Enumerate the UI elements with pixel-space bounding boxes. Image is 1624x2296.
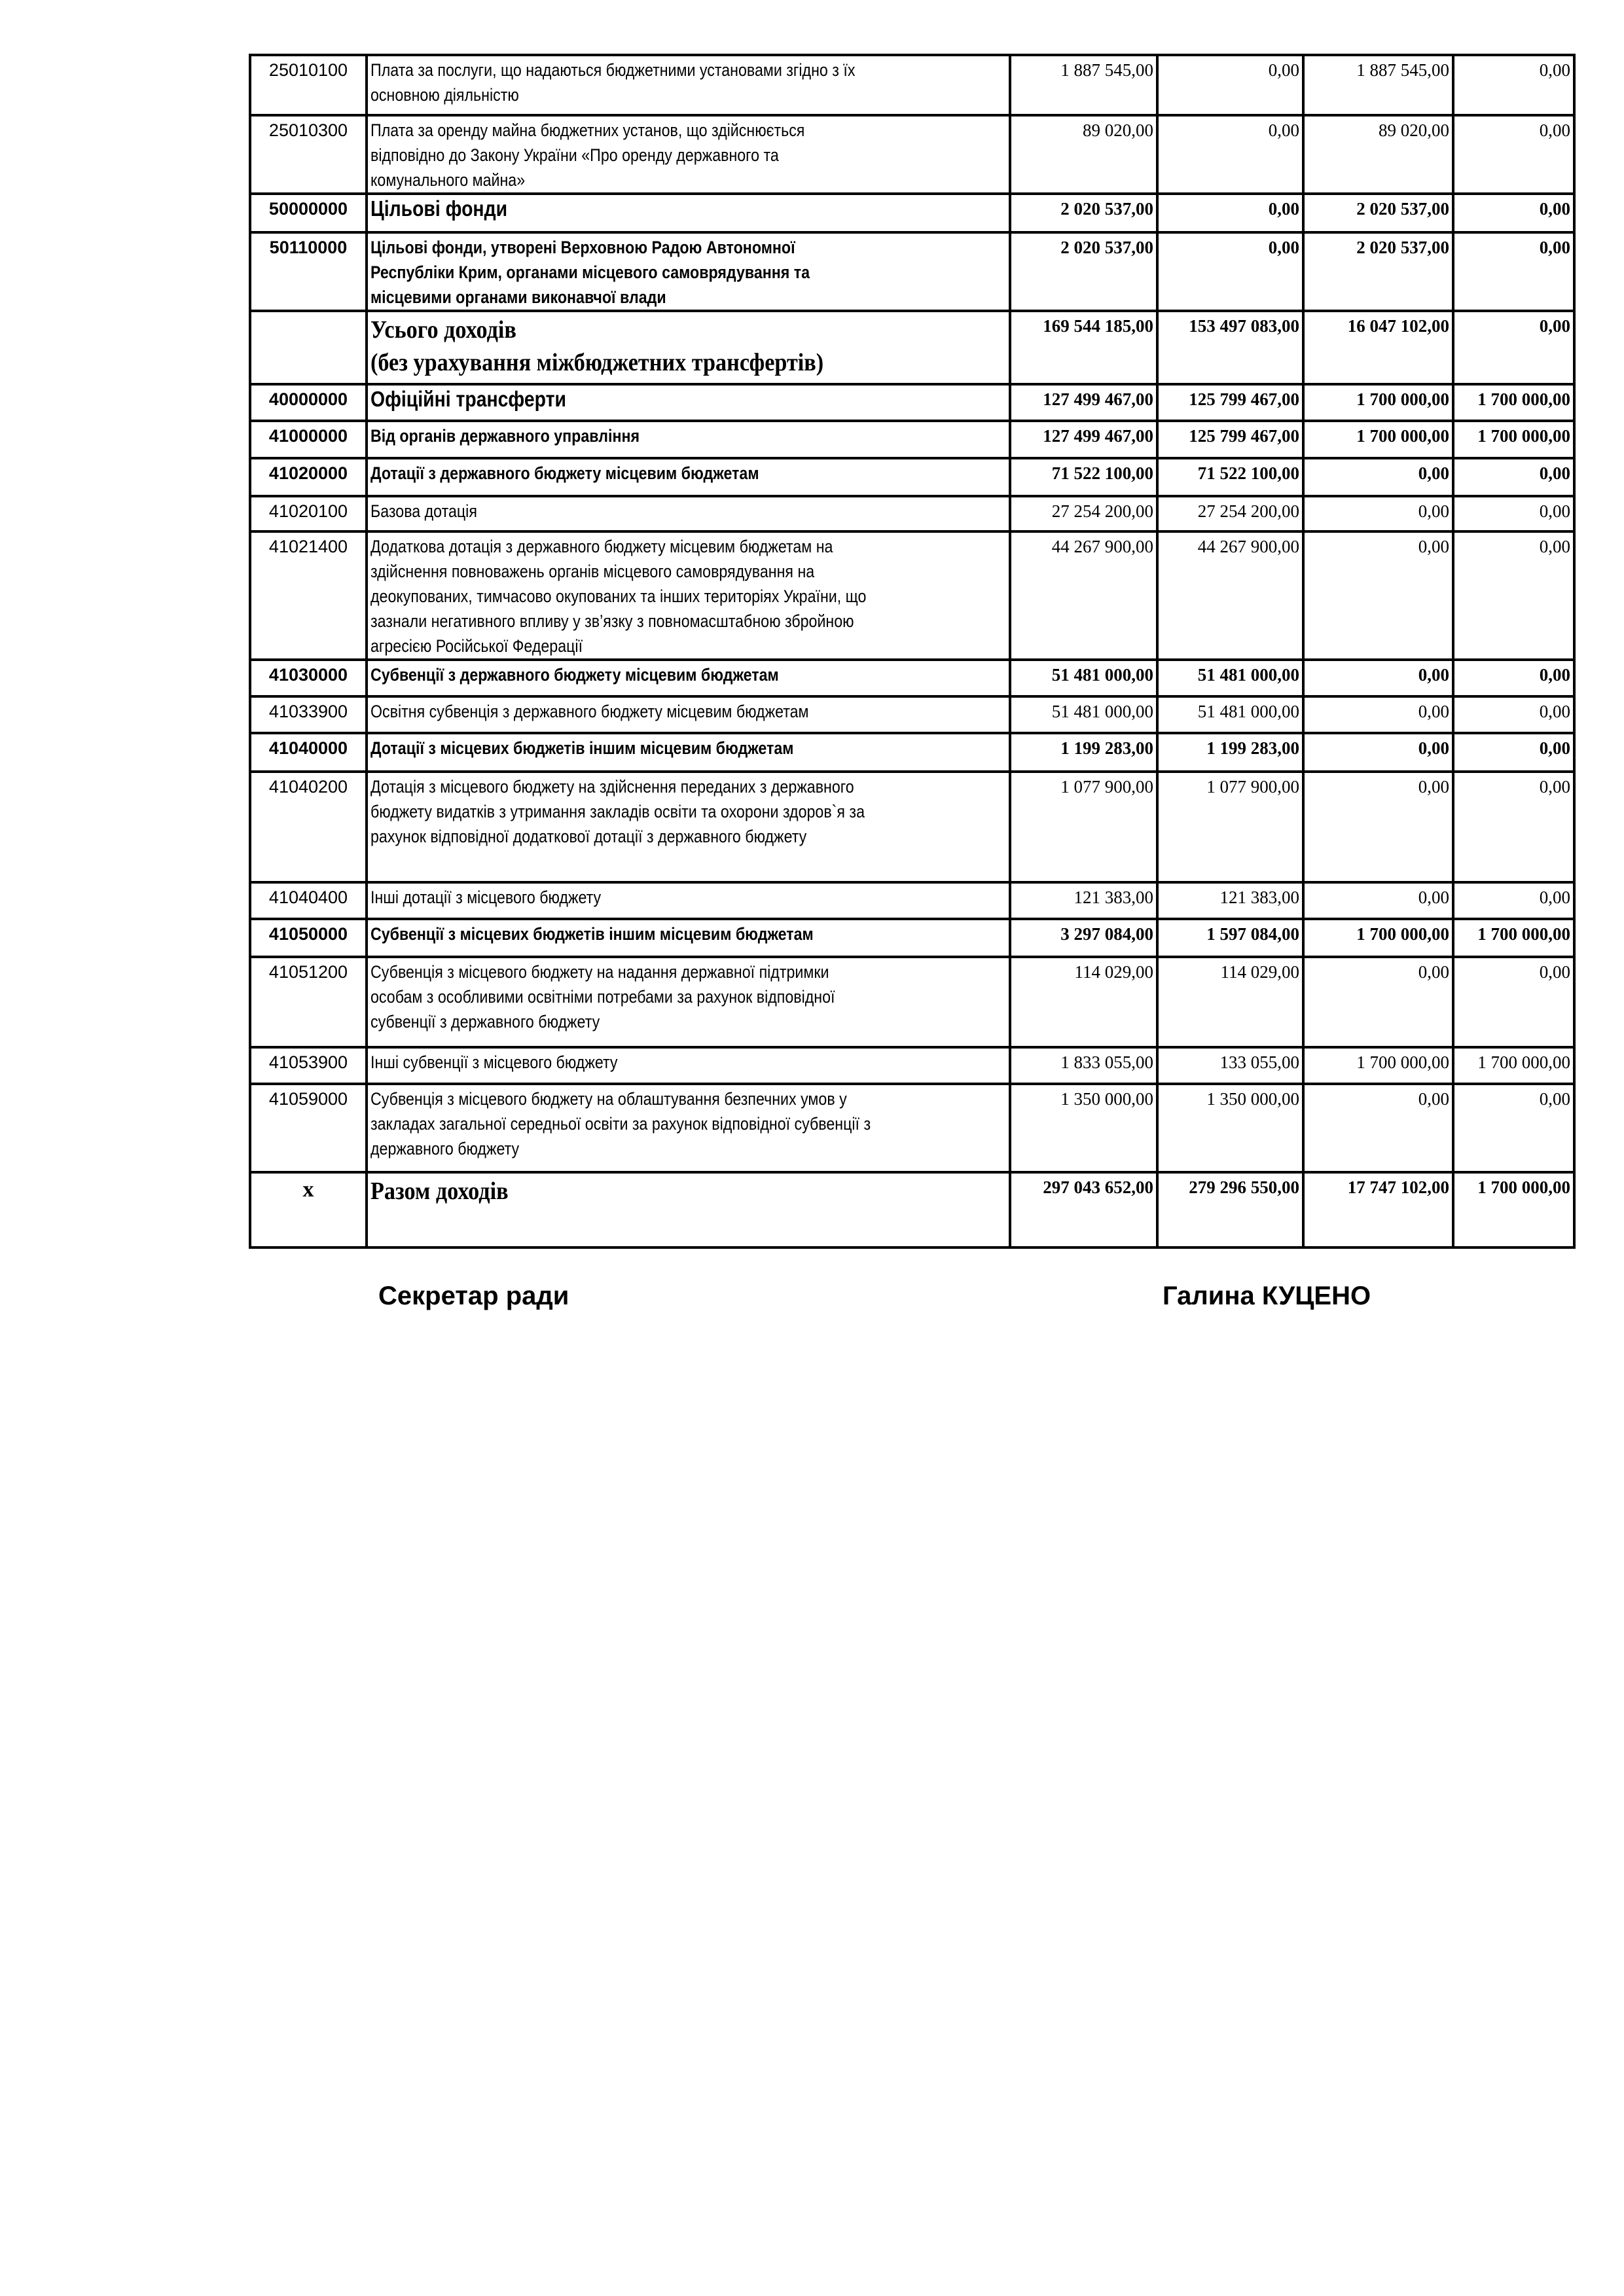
development-budget: 0,00 [1453, 531, 1574, 660]
description-line: Дотації з державного бюджету місцевим бюджетам [370, 463, 759, 483]
description-line: Базова дотація [370, 501, 477, 521]
revenue-table [249, 54, 1576, 1249]
table-row [250, 1172, 1574, 1247]
signature-name: Галина КУЦЕНО [1163, 1282, 1371, 1310]
development-budget: 0,00 [1453, 733, 1574, 772]
description-line: Субвенції з місцевих бюджетів іншим місцевим бюджетам [370, 924, 814, 944]
development-budget: 0,00 [1453, 115, 1574, 194]
budget-code: 41040400 [250, 882, 367, 919]
table-row [250, 919, 1574, 957]
description-line: основною діяльністю [370, 85, 519, 105]
budget-code: 41021400 [250, 531, 367, 660]
table-row [250, 660, 1574, 696]
special-fund: 1 887 545,00 [1303, 55, 1453, 115]
revenue-description [367, 531, 1010, 660]
revenue-description [367, 421, 1010, 458]
special-fund: 1 700 000,00 [1303, 1047, 1453, 1084]
development-budget: 1 700 000,00 [1453, 919, 1574, 957]
development-budget: 0,00 [1453, 458, 1574, 496]
total-amount: 71 522 100,00 [1010, 458, 1157, 496]
table-row [250, 733, 1574, 772]
revenue-description [367, 957, 1010, 1047]
revenue-description [367, 772, 1010, 882]
total-amount: 1 833 055,00 [1010, 1047, 1157, 1084]
revenue-description [367, 55, 1010, 115]
development-budget: 0,00 [1453, 1084, 1574, 1172]
description-line: державного бюджету [370, 1139, 520, 1158]
total-amount: 114 029,00 [1010, 957, 1157, 1047]
description-line: бюджету видатків з утримання закладів освіти та охорони здоров`я за [370, 802, 865, 821]
budget-code: x [250, 1172, 367, 1247]
revenue-description [367, 115, 1010, 194]
budget-code: 41040200 [250, 772, 367, 882]
total-amount: 2 020 537,00 [1010, 194, 1157, 232]
general-fund: 27 254 200,00 [1157, 496, 1303, 531]
table-row [250, 696, 1574, 733]
signature-position: Секретар ради [378, 1282, 569, 1310]
budget-code: 41030000 [250, 660, 367, 696]
general-fund: 0,00 [1157, 194, 1303, 232]
table-row [250, 1084, 1574, 1172]
table-row [250, 384, 1574, 421]
budget-code: 41020100 [250, 496, 367, 531]
total-amount: 1 199 283,00 [1010, 733, 1157, 772]
table-row [250, 957, 1574, 1047]
revenue-description [367, 384, 1010, 421]
general-fund: 1 350 000,00 [1157, 1084, 1303, 1172]
general-fund: 114 029,00 [1157, 957, 1303, 1047]
description-line: Субвенція з місцевого бюджету на надання державної підтримки [370, 962, 829, 982]
table-row [250, 531, 1574, 660]
total-amount: 51 481 000,00 [1010, 660, 1157, 696]
revenue-description [367, 458, 1010, 496]
total-amount: 51 481 000,00 [1010, 696, 1157, 733]
revenue-description [367, 311, 1010, 384]
table-row [250, 772, 1574, 882]
revenue-description [367, 1084, 1010, 1172]
development-budget: 1 700 000,00 [1453, 1047, 1574, 1084]
description-line: здійснення повноважень органів місцевого самоврядування на [370, 562, 815, 581]
budget-code: 41059000 [250, 1084, 367, 1172]
description-line: Освітня субвенція з державного бюджету місцевим бюджетам [370, 702, 809, 721]
revenue-description [367, 194, 1010, 232]
special-fund: 0,00 [1303, 733, 1453, 772]
revenue-description [367, 1047, 1010, 1084]
development-budget: 1 700 000,00 [1453, 1172, 1574, 1247]
budget-code: 50000000 [250, 194, 367, 232]
revenue-description [367, 660, 1010, 696]
description-line: Усього доходів [370, 316, 516, 344]
general-fund: 0,00 [1157, 55, 1303, 115]
development-budget: 0,00 [1453, 660, 1574, 696]
budget-code [250, 311, 367, 384]
general-fund: 153 497 083,00 [1157, 311, 1303, 384]
budget-code: 41050000 [250, 919, 367, 957]
development-budget: 0,00 [1453, 957, 1574, 1047]
description-line: зазнали негативного впливу у зв’язку з повномасштабною збройною [370, 611, 854, 631]
description-line: деокупованих, тимчасово окупованих та інших територіях України, що [370, 586, 867, 606]
total-amount: 127 499 467,00 [1010, 421, 1157, 458]
general-fund: 125 799 467,00 [1157, 384, 1303, 421]
general-fund: 1 597 084,00 [1157, 919, 1303, 957]
description-line: Дотація з місцевого бюджету на здійснення переданих з державного [370, 777, 854, 797]
development-budget: 0,00 [1453, 882, 1574, 919]
special-fund: 0,00 [1303, 772, 1453, 882]
description-line: Цільові фонди, утворені Верховною Радою Автономної [370, 238, 795, 257]
description-line: Інші субвенції з місцевого бюджету [370, 1052, 618, 1072]
total-amount: 27 254 200,00 [1010, 496, 1157, 531]
description-line: Від органів державного управління [370, 426, 640, 446]
budget-code: 50110000 [250, 232, 367, 311]
budget-code: 41053900 [250, 1047, 367, 1084]
general-fund: 125 799 467,00 [1157, 421, 1303, 458]
total-amount: 1 350 000,00 [1010, 1084, 1157, 1172]
special-fund: 0,00 [1303, 458, 1453, 496]
description-line: відповідно до Закону України «Про оренду державного та [370, 145, 779, 165]
general-fund: 0,00 [1157, 115, 1303, 194]
description-line: Додаткова дотація з державного бюджету місцевим бюджетам на [370, 537, 833, 556]
description-line: закладах загальної середньої освіти за рахунок відповідної субвенції з [370, 1114, 871, 1134]
table-row [250, 421, 1574, 458]
development-budget: 0,00 [1453, 772, 1574, 882]
total-amount: 2 020 537,00 [1010, 232, 1157, 311]
budget-code: 41040000 [250, 733, 367, 772]
development-budget: 1 700 000,00 [1453, 421, 1574, 458]
budget-code: 40000000 [250, 384, 367, 421]
table-row [250, 496, 1574, 531]
total-amount: 1 077 900,00 [1010, 772, 1157, 882]
development-budget: 0,00 [1453, 194, 1574, 232]
general-fund: 44 267 900,00 [1157, 531, 1303, 660]
budget-code: 41020000 [250, 458, 367, 496]
table-row [250, 55, 1574, 115]
description-line: Дотації з місцевих бюджетів іншим місцевим бюджетам [370, 738, 794, 758]
general-fund: 121 383,00 [1157, 882, 1303, 919]
total-amount: 1 887 545,00 [1010, 55, 1157, 115]
table-row [250, 115, 1574, 194]
special-fund: 16 047 102,00 [1303, 311, 1453, 384]
description-line: особам з особливими освітніми потребами за рахунок відповідної [370, 987, 835, 1007]
description-line: Плата за оренду майна бюджетних установ, що здійснюється [370, 120, 805, 140]
development-budget: 0,00 [1453, 232, 1574, 311]
description-line: Плата за послуги, що надаються бюджетними установами згідно з їх [370, 60, 856, 80]
description-line: Цільові фонди [370, 196, 508, 221]
budget-code: 41033900 [250, 696, 367, 733]
special-fund: 0,00 [1303, 696, 1453, 733]
general-fund: 0,00 [1157, 232, 1303, 311]
table-row [250, 458, 1574, 496]
total-amount: 169 544 185,00 [1010, 311, 1157, 384]
description-line: (без урахування міжбюджетних трансфертів) [370, 349, 824, 376]
special-fund: 0,00 [1303, 496, 1453, 531]
special-fund: 1 700 000,00 [1303, 384, 1453, 421]
special-fund: 0,00 [1303, 882, 1453, 919]
description-line: рахунок відповідної додаткової дотації з державного бюджету [370, 827, 807, 846]
revenue-description [367, 882, 1010, 919]
revenue-description [367, 733, 1010, 772]
development-budget: 1 700 000,00 [1453, 384, 1574, 421]
total-amount: 89 020,00 [1010, 115, 1157, 194]
description-line: Субвенція з місцевого бюджету на облаштування безпечних умов у [370, 1089, 847, 1109]
description-line: комунального майна» [370, 170, 526, 190]
special-fund: 2 020 537,00 [1303, 232, 1453, 311]
general-fund: 133 055,00 [1157, 1047, 1303, 1084]
table-row [250, 232, 1574, 311]
special-fund: 17 747 102,00 [1303, 1172, 1453, 1247]
special-fund: 1 700 000,00 [1303, 421, 1453, 458]
budget-code: 41000000 [250, 421, 367, 458]
total-amount: 3 297 084,00 [1010, 919, 1157, 957]
general-fund: 51 481 000,00 [1157, 660, 1303, 696]
special-fund: 2 020 537,00 [1303, 194, 1453, 232]
development-budget: 0,00 [1453, 311, 1574, 384]
special-fund: 0,00 [1303, 660, 1453, 696]
description-line: Інші дотації з місцевого бюджету [370, 888, 602, 907]
revenue-description [367, 696, 1010, 733]
description-line: Республіки Крим, органами місцевого самоврядування та [370, 262, 810, 282]
budget-code: 25010300 [250, 115, 367, 194]
general-fund: 1 077 900,00 [1157, 772, 1303, 882]
budget-code: 25010100 [250, 55, 367, 115]
general-fund: 1 199 283,00 [1157, 733, 1303, 772]
total-amount: 121 383,00 [1010, 882, 1157, 919]
description-line: місцевими органами виконавчої влади [370, 287, 666, 307]
special-fund: 0,00 [1303, 1084, 1453, 1172]
description-line: агресією Російської Федерації [370, 636, 583, 656]
description-line: Офіційні трансферти [370, 387, 566, 411]
revenue-description [367, 232, 1010, 311]
special-fund: 89 020,00 [1303, 115, 1453, 194]
general-fund: 51 481 000,00 [1157, 696, 1303, 733]
special-fund: 1 700 000,00 [1303, 919, 1453, 957]
total-amount: 297 043 652,00 [1010, 1172, 1157, 1247]
special-fund: 0,00 [1303, 957, 1453, 1047]
revenue-description [367, 496, 1010, 531]
development-budget: 0,00 [1453, 496, 1574, 531]
table-row [250, 311, 1574, 384]
special-fund: 0,00 [1303, 531, 1453, 660]
table-row [250, 882, 1574, 919]
table-row [250, 1047, 1574, 1084]
revenue-description [367, 1172, 1010, 1247]
description-line: Разом доходів [370, 1177, 509, 1205]
table-row [250, 194, 1574, 232]
development-budget: 0,00 [1453, 55, 1574, 115]
budget-code: 41051200 [250, 957, 367, 1047]
total-amount: 127 499 467,00 [1010, 384, 1157, 421]
description-line: Субвенції з державного бюджету місцевим бюджетам [370, 665, 779, 685]
general-fund: 71 522 100,00 [1157, 458, 1303, 496]
description-line: субвенції з державного бюджету [370, 1012, 600, 1031]
total-amount: 44 267 900,00 [1010, 531, 1157, 660]
revenue-description [367, 919, 1010, 957]
general-fund: 279 296 550,00 [1157, 1172, 1303, 1247]
development-budget: 0,00 [1453, 696, 1574, 733]
